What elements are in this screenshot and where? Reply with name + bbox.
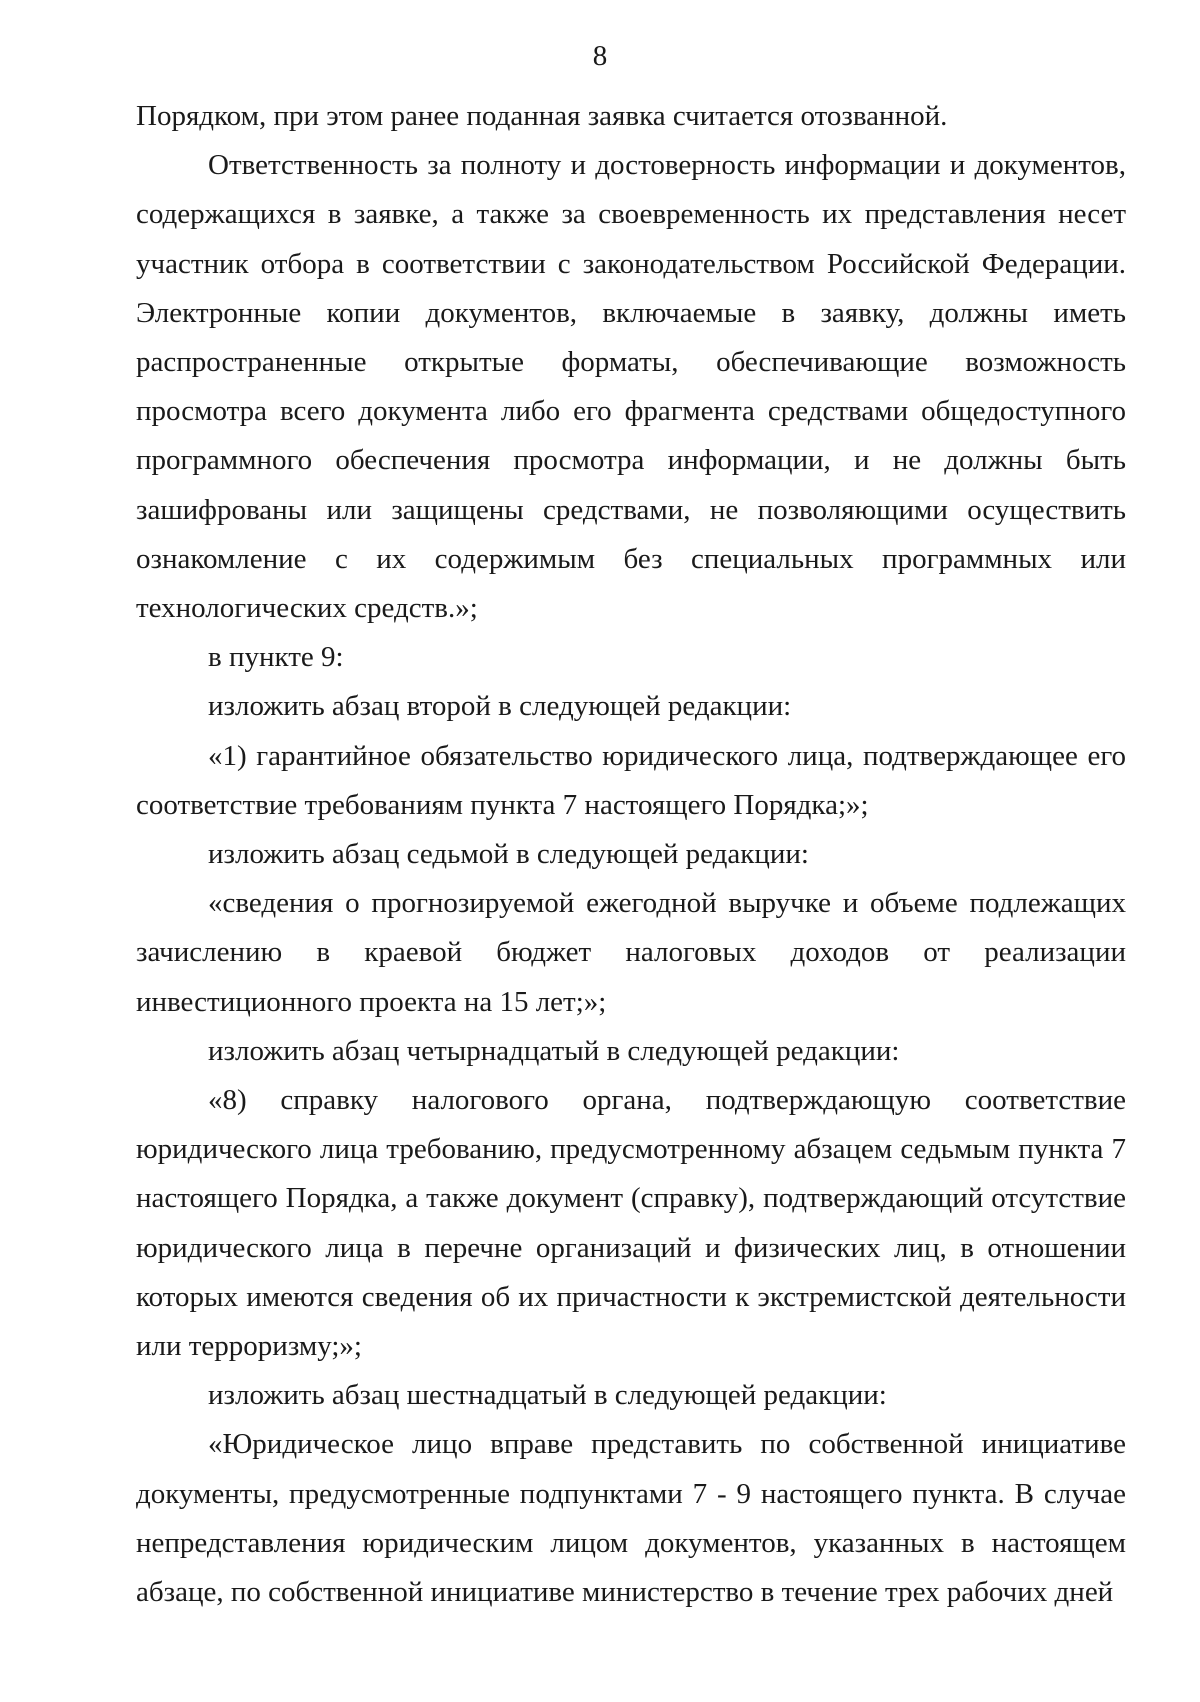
paragraph-2: Ответственность за полноту и достоверность информации и документов, содержащихся в заявке, а также за своевременность их представления несет участник отбора в соответствии с законодательством Российской Федерации. Электронные копии документов, включаемые в заявку, должны иметь распространенные открытые форматы, обеспечивающие возможность просмотра всего документа либо его фрагмента средствами общедоступного программного обеспечения просмотра информации, и не должны быть зашифрованы или защищены средствами, не позволяющими осуществить ознакомление с их содержимым без специальных программных или технологических средств.»; — [136, 149, 1126, 625]
paragraph-10: изложить абзац шестнадцатый в следующей редакции: — [208, 1379, 887, 1412]
paragraph-5: «1) гарантийное обязательство юридического лица, подтверждающее его соответствие требованиям пункта 7 настоящего Порядка;»; — [136, 739, 1126, 821]
paragraph-1: Порядком, при этом ранее поданная заявка считается отозванной. — [136, 100, 948, 132]
paragraph-11: «Юридическое лицо вправе представить по собственной инициативе документы, предусмотренные подпунктами 7 - 9 настоящего пункта. В случае непредставления юридическим лицом документов, указанных в настоящем абзаце, по собственной инициативе министерство в течение трех рабочих дней — [136, 1428, 1126, 1609]
paragraph-6: изложить абзац седьмой в следующей редакции: — [208, 838, 809, 871]
document-body — [136, 92, 1126, 1617]
paragraph-4: изложить абзац второй в следующей редакции: — [208, 690, 792, 723]
paragraph-7: «сведения о прогнозируемой ежегодной выручке и объеме подлежащих зачислению в краевой бюджет налоговых доходов от реализации инвестиционного проекта на 15 лет;»; — [136, 887, 1126, 1018]
paragraph-8: изложить абзац четырнадцатый в следующей редакции: — [208, 1034, 900, 1067]
paragraph-3: в пункте 9: — [208, 641, 344, 674]
page-number: 8 — [592, 40, 608, 72]
paragraph-9: «8) справку налогового органа, подтверждающую соответствие юридического лица требованию, предусмотренному абзацем седьмым пункта 7 настоящего Порядка, а также документ (справку), подтверждающий отсутствие юридического лица в перечне организаций и физических лиц, в отношении которых имеются сведения об их причастности к экстремистской деятельности или терроризму;»; — [136, 1084, 1126, 1363]
